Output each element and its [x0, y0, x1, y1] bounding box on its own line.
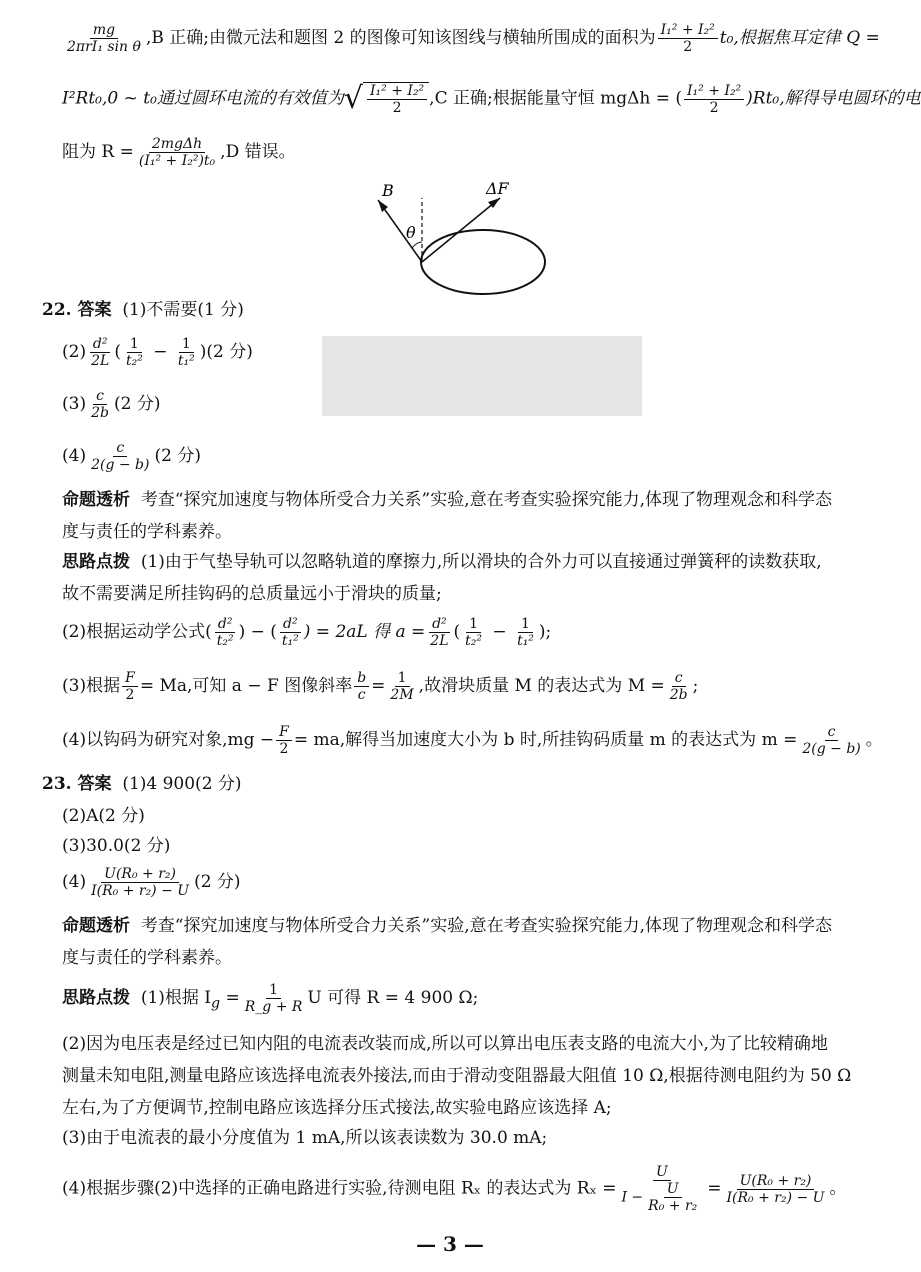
- q22-answer-4: (4) $\frac{c}{2(g - b)}$ (2 分): [62, 440, 201, 474]
- q23-answer-2: (2)A(2 分): [62, 806, 145, 826]
- q22-hint-3: (3)根据 $\frac{F}{2}$ = Ma,可知 a − F 图像斜率 $\frac{b}{c}$ = $\frac{1}{2M}$ ,故滑块质量 M 的表达式为 M = $\frac{c}{2b}$ ;: [62, 670, 699, 704]
- analysis-label: 命题透析: [62, 916, 130, 936]
- q22-hint-1: 思路点拨 (1)由于气垫导轨可以忽略轨道的摩擦力,所以滑块的合外力可以直接通过弹簧秤的读数获取,: [62, 552, 822, 572]
- q22-answer-line: 22. 答案 (1)不需要(1 分): [42, 300, 244, 320]
- page-number: — 3 —: [416, 1232, 484, 1256]
- top-line-2: I²Rt₀,0 ~ t₀通过圆环电流的有效值为 √ $\frac{\text{I₁² + I₂²}}{2}$ ,C 正确;根据能量守恒 mgΔh = ( $\frac{\text{I₁² + I₂²}}{2}$ )Rt₀,解得导电圆环的电: [62, 81, 921, 117]
- theta-label: θ: [406, 223, 416, 242]
- q23-hint-3: (3)由于电流表的最小分度值为 1 mA,所以该表读数为 30.0 mA;: [62, 1128, 548, 1148]
- redaction-box: [322, 336, 642, 416]
- q22-answer-2: (2) $\frac{\text{d²}}{2L}$ ( $\frac{1}{\text{t₂²}}$ − $\frac{1}{\text{t₁²}}$ )(2 分): [62, 336, 253, 370]
- q22-answer-3: (3) $\frac{c}{2b}$ (2 分): [62, 388, 161, 422]
- fraction: $\frac{\text{I₁² + I₂²}}{2}$: [658, 22, 718, 55]
- q22-analysis-cont: 度与责任的学科素养。: [62, 522, 232, 542]
- top-line-3: 阻为 R = $\frac{\text{2mgΔh}}{\text{(I₁² + I₂²)t₀}}$ ,D 错误。: [62, 136, 296, 170]
- sqrt-expression: √ $\frac{\text{I₁² + I₂²}}{2}$: [344, 82, 429, 116]
- q22-analysis: 命题透析 考查“探究加速度与物体所受合力关系”实验,意在考查实验探究能力,体现了物理观念和科学态: [62, 490, 833, 510]
- hint-label: 思路点拨: [62, 988, 130, 1009]
- theta-arc: [412, 242, 422, 248]
- top-line-1: $\frac{mg}{\text{2πrI₁ sin θ}}$ ,B 正确;由微元法和题图 2 的图像可知该图线与横轴所围成的面积为 $\frac{\text{I₁² + I₂²}}{2}$ t₀,根据焦耳定律 Q =: [62, 22, 880, 55]
- q22-hint-4: (4)以钩码为研究对象,mg − $\frac{F}{2}$ = ma,解得当加速度大小为 b 时,所挂钩码质量 m 的表达式为 m = $\frac{c}{2(g - b)}$ 。: [62, 724, 883, 758]
- hint-label: 思路点拨: [62, 552, 130, 572]
- q23-number: 23. 答案: [42, 774, 112, 794]
- q23-analysis-cont: 度与责任的学科素养。: [62, 948, 232, 968]
- q23-hint-2-l2: 测量未知电阻,测量电路应该选择电流表外接法,而由于滑动变阻器最大阻值 10 Ω,根据待测电阻约为 50 Ω: [62, 1066, 852, 1086]
- q23-hint-2-l3: 左右,为了方便调节,控制电路应该选择分压式接法,故实验电路应该选择 A;: [62, 1098, 612, 1118]
- q22-hint-2: (2)根据运动学公式( $\frac{\text{d²}}{\text{t₂²}}$ ) − ( $\frac{\text{d²}}{\text{t₁²}}$ ) = 2aL 得 a = $\frac{\text{d²}}{2L}$ ( $\frac{1}{\text{t₂²}}$ − $\frac{1}{\text{t₁²}}$ );: [62, 616, 552, 650]
- force-diagram: [360, 178, 560, 303]
- q22-hint-1-cont: 故不需要满足所挂钩码的总质量远小于滑块的质量;: [62, 584, 442, 604]
- q23-hint-2-l1: (2)因为电压表是经过已知内阻的电流表改装而成,所以可以算出电压表支路的电流大小,为了比较精确地: [62, 1034, 828, 1054]
- ring-ellipse: [421, 230, 545, 294]
- fraction: $\frac{mg}{\text{2πrI₁ sin θ}}$: [67, 22, 141, 56]
- q23-answer-4: (4) $\frac{\text{U(R₀ + r₂)}}{\text{I(R₀ + r₂) − U}}$ (2 分): [62, 866, 241, 900]
- q23-hint-1: 思路点拨 (1)根据 $I_g$ = $\frac{1}{R\_g + R}$ U 可得 R = 4 900 Ω;: [62, 982, 479, 1016]
- q23-analysis: 命题透析 考查“探究加速度与物体所受合力关系”实验,意在考查实验探究能力,体现了物理观念和科学态: [62, 916, 833, 936]
- q23-hint-4: (4)根据步骤(2)中选择的正确电路进行实验,待测电阻 Rₓ 的表达式为 Rₓ = U I − $\frac{U}{\text{R₀ + r₂}}$ = $\frac{\text{U(R₀ + r₂)}}{\text{I(R₀ + r₂) − U}}$ 。: [62, 1164, 847, 1215]
- q23-answer-line: 23. 答案 (1)4 900(2 分): [42, 774, 242, 794]
- fraction: $\frac{\text{2mgΔh}}{\text{(I₁² + I₂²)t₀}}$: [138, 136, 216, 170]
- analysis-label: 命题透析: [62, 490, 130, 510]
- q22-number: 22. 答案: [42, 300, 112, 320]
- fraction: $\frac{\text{I₁² + I₂²}}{2}$: [684, 83, 744, 116]
- delta-f-label: ΔF: [486, 179, 509, 198]
- b-arrowhead: [378, 200, 388, 212]
- compound-fraction: U I − $\frac{U}{\text{R₀ + r₂}}$: [621, 1164, 698, 1215]
- q23-answer-3: (3)30.0(2 分): [62, 836, 171, 856]
- b-label: B: [382, 181, 394, 200]
